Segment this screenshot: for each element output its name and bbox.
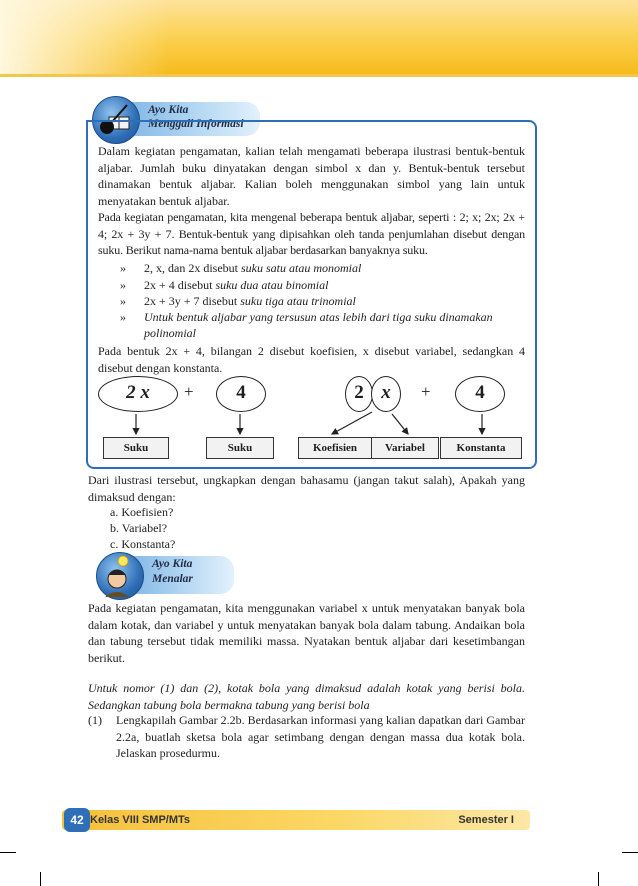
bullet-marker: »: [120, 294, 126, 308]
page-number: 42: [64, 808, 90, 832]
bullet-text: 2x + 4 disebut: [144, 278, 216, 292]
crop-mark: [622, 852, 638, 853]
bullet-text: 2x + 3y + 7 disebut: [144, 294, 241, 308]
paragraph-intro: Dalam kegiatan pengamatan, kalian telah mengamati beberapa ilustrasi bentuk-bentuk aljabar. Jumlah buku dinyatakan dengan simbol x dan y. Bentuk-bentuk tersebut dinamakan bentuk aljabar. Kalian boleh menggunakan simbol yang lain untuk menyatakan bentuk aljabar.: [98, 144, 525, 208]
bullet-marker: »: [120, 278, 126, 292]
crop-mark: [40, 872, 41, 886]
label-konstanta: Konstanta: [440, 437, 522, 459]
var-x: x: [381, 382, 391, 403]
bullet-item: [120, 293, 525, 310]
term-ellipse: [216, 376, 266, 412]
bullet-item: [120, 309, 525, 343]
bullet-item: [120, 260, 525, 277]
bullet-term: suku satu atau monomial: [241, 261, 362, 275]
const-ellipse: [455, 376, 505, 412]
section-title-line1: Ayo Kita: [152, 558, 193, 570]
question-item: b. Variabel?: [110, 521, 168, 535]
bullet-term: Untuk bentuk aljabar yang tersusun atas lebih dari tiga suku dinamakan: [144, 310, 493, 324]
term-2x: 2 x: [126, 382, 150, 403]
arrow: [332, 412, 372, 434]
question-item: c. Konstanta?: [110, 537, 176, 551]
item-number: (1): [88, 713, 102, 727]
coef-2: 2: [354, 382, 364, 403]
section-title-line2: Menggali Informasi: [148, 118, 244, 130]
header-band-fade: [0, 0, 170, 74]
bullet-term: suku tiga atau trinomial: [240, 294, 356, 308]
const-4: 4: [475, 382, 485, 403]
section-header-menalar: [96, 552, 246, 598]
footer-left: Kelas VIII SMP/MTs: [90, 814, 191, 826]
term-4: 4: [236, 382, 246, 403]
section-title-line1: Ayo Kita: [148, 104, 189, 116]
bullet-term: suku dua atau binomial: [215, 278, 329, 292]
header-band-line: [0, 74, 638, 77]
bullet-marker: »: [120, 261, 126, 275]
label-koefisien: Koefisien: [298, 437, 372, 459]
arrow: [392, 414, 408, 434]
paragraph-koefisien: Pada bentuk 2x + 4, bilangan 2 disebut koefisien, x disebut variabel, sedangkan 4 disebut dengan konstanta.: [98, 344, 525, 375]
crop-mark: [0, 852, 16, 853]
paragraph-note: Untuk nomor (1) dan (2), kotak bola yang dimaksud adalah kotak yang berisi bola. Sedangkan tabung bola bermakna tabung yang berisi bola: [88, 681, 525, 712]
coef-ellipse: [345, 376, 373, 412]
bullet-marker: »: [120, 310, 126, 324]
paragraph-suku: Pada kegiatan pengamatan, kita mengenal beberapa bentuk aljabar, seperti : 2; x; 2x; 2x + 4; 2x + 3y + 7. Bentuk-bentuk yang dipisahkan oleh tanda penjumlahan disebut dengan suku. Berikut nama-nama bentuk aljabar berdasarkan banyaknya suku.: [98, 210, 525, 257]
thinking-person-icon: [96, 552, 144, 600]
footer-bar: [62, 810, 530, 830]
label-suku: Suku: [103, 437, 169, 459]
crop-mark: [598, 872, 599, 886]
var-ellipse: [371, 376, 401, 412]
section-title-line2: Menalar: [152, 573, 193, 585]
plus-sign: +: [421, 382, 431, 401]
bullet-term-cont: polinomial: [144, 326, 197, 340]
plus-sign: +: [184, 382, 194, 401]
bullet-item: [120, 277, 525, 294]
bullet-text: 2, x, dan 2x disebut: [144, 261, 241, 275]
footer-right: Semester I: [458, 814, 514, 826]
term-ellipse: [98, 376, 178, 412]
question-intro: Dari ilustrasi tersebut, ungkapkan dengan bahasamu (jangan takut salah), Apakah yang dimaksud dengan:: [88, 473, 525, 504]
item-text: Lengkapilah Gambar 2.2b. Berdasarkan informasi yang kalian dapatkan dari Gambar 2.2a, buatlah sketsa bola agar setimbang dengan dengan massa dua kotak bola. Jelaskan prosedurmu.: [116, 713, 525, 760]
question-item: a. Koefisien?: [110, 505, 174, 519]
label-suku: Suku: [206, 437, 274, 459]
label-variabel: Variabel: [371, 437, 439, 459]
paragraph-reasoning: Pada kegiatan pengamatan, kita menggunakan variabel x untuk menyatakan banyak bola dalam kotak, dan variabel y untuk menyatakan banyak bola dalam tabung. Andaikan bola dan tabung tersebut tidak memiliki massa. Nyatakan bentuk aljabar dari kesetimbangan berikut.: [88, 601, 525, 665]
